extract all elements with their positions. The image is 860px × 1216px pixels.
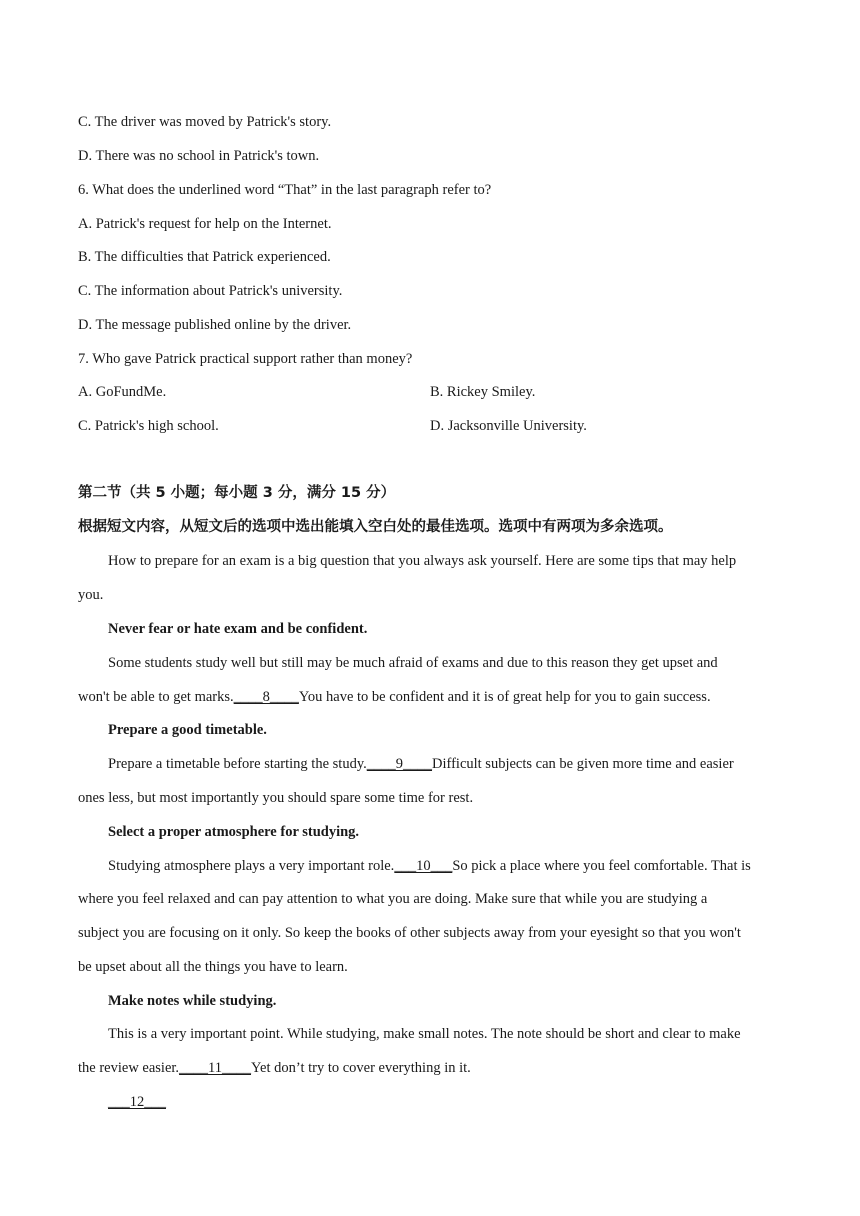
p4-line-2-post: Yet don’t try to cover everything in it. bbox=[251, 1060, 471, 1076]
p2-line-1 bbox=[108, 754, 734, 774]
q6-option-d: D. The message published online by the driver. bbox=[78, 317, 352, 333]
section-title: 第二节（共 5 小题；每小题 3 分，满分 15 分） bbox=[78, 485, 396, 501]
blank-9: ____9____ bbox=[366, 756, 433, 772]
p3-line-3: subject you are focusing on it only. So keep the books of other subjects away from your eyesight so that you won't bbox=[78, 925, 741, 941]
blank-12: ___12___ bbox=[108, 1094, 166, 1110]
blank-10: ___10___ bbox=[394, 858, 453, 874]
blank-11: ____11____ bbox=[179, 1060, 252, 1076]
p3-line-4: be upset about all the things you have to learn. bbox=[78, 959, 348, 975]
q5-option-d: D. There was no school in Patrick's town. bbox=[78, 148, 320, 164]
p3-line-2: where you feel relaxed and can pay attention to what you are doing. Make sure that while you are studying a bbox=[78, 891, 708, 907]
p1-line-1: Some students study well but still may be much afraid of exams and due to this reason they get upset and bbox=[108, 655, 718, 671]
p2-line-2: ones less, but most importantly you should spare some time for rest. bbox=[78, 790, 474, 806]
blank-12-line bbox=[108, 1092, 166, 1112]
p4-line-1: This is a very important point. While studying, make small notes. The note should be short and clear to make bbox=[108, 1026, 741, 1042]
heading-timetable: Prepare a good timetable. bbox=[108, 722, 267, 738]
intro-line-2: you. bbox=[78, 587, 104, 603]
p3-line-1-post: So pick a place where you feel comfortable. That is bbox=[452, 858, 751, 874]
intro-line-1: How to prepare for an exam is a big question that you always ask yourself. Here are some tips that may help bbox=[108, 553, 737, 569]
q7-option-b: B. Rickey Smiley. bbox=[430, 384, 536, 400]
p3-line-1 bbox=[108, 856, 751, 876]
q6-option-c: C. The information about Patrick's university. bbox=[78, 283, 343, 299]
q7-option-c: C. Patrick's high school. bbox=[78, 418, 219, 434]
q7-question: 7. Who gave Patrick practical support rather than money? bbox=[78, 351, 413, 367]
heading-notes: Make notes while studying. bbox=[108, 993, 277, 1009]
p1-line-2-post: You have to be confident and it is of great help for you to gain success. bbox=[298, 689, 711, 705]
section-instruction: 根据短文内容，从短文后的选项中选出能填入空白处的最佳选项。选项中有两项为多余选项。 bbox=[78, 519, 673, 535]
p4-line-2-pre: the review easier. bbox=[78, 1060, 180, 1076]
heading-atmosphere: Select a proper atmosphere for studying. bbox=[108, 824, 360, 840]
q5-option-c: C. The driver was moved by Patrick's story. bbox=[78, 114, 332, 130]
p2-line-1-pre: Prepare a timetable before starting the study. bbox=[108, 756, 367, 772]
q6-question: 6. What does the underlined word “That” in the last paragraph refer to? bbox=[78, 182, 492, 198]
p4-line-2 bbox=[78, 1058, 471, 1078]
p3-line-1-pre: Studying atmosphere plays a very important role. bbox=[108, 858, 395, 874]
p1-line-2-pre: won't be able to get marks. bbox=[78, 689, 234, 705]
q7-option-d: D. Jacksonville University. bbox=[430, 418, 587, 434]
q7-option-a: A. GoFundMe. bbox=[78, 384, 167, 400]
heading-confident: Never fear or hate exam and be confident. bbox=[108, 621, 368, 637]
p2-line-1-post: Difficult subjects can be given more time and easier bbox=[432, 756, 734, 772]
q6-option-a: A. Patrick's request for help on the Internet. bbox=[78, 216, 332, 232]
p1-line-2 bbox=[78, 687, 711, 707]
blank-8: ____8____ bbox=[233, 689, 299, 705]
q6-option-b: B. The difficulties that Patrick experienced. bbox=[78, 249, 331, 265]
